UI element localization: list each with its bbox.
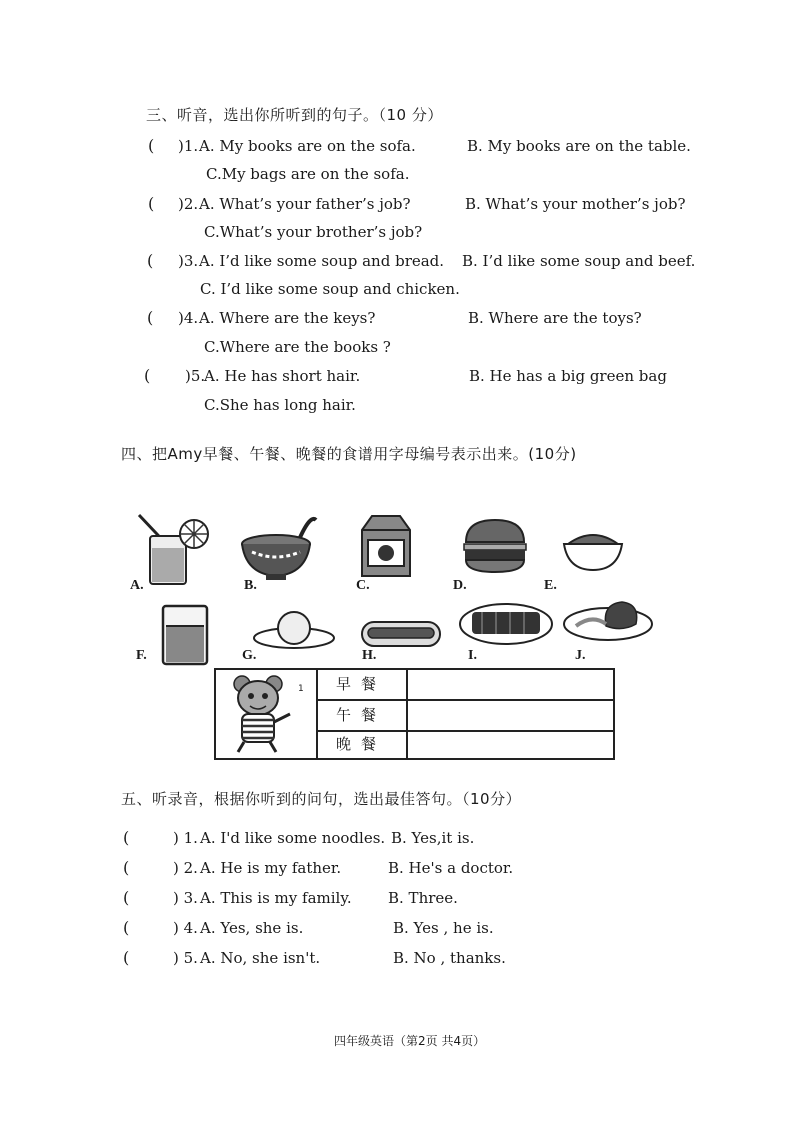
hotdog-icon — [360, 616, 442, 650]
question-number: ) 4. — [173, 919, 198, 937]
food-letter: C. — [356, 578, 370, 593]
question-number: )5. — [185, 367, 206, 385]
option-b: B. What’s your mother’s job? — [465, 195, 686, 213]
food-letter: D. — [453, 578, 467, 593]
question-number: ) 1. — [173, 829, 198, 847]
food-letter: G. — [242, 648, 257, 663]
option-a: A. Where are the keys? — [199, 309, 376, 327]
milk-carton-icon — [358, 514, 414, 578]
option-a: A. My books are on the sofa. — [199, 137, 416, 155]
food-letter: J. — [575, 648, 586, 663]
breakfast-label: 早餐 — [316, 670, 408, 699]
food-letter: F. — [136, 648, 147, 663]
food-letter: E. — [544, 578, 557, 593]
option-b: B. Yes , he is. — [393, 919, 494, 937]
question-number: )3. — [178, 252, 199, 270]
option-a: A. I'd like some noodles. — [200, 829, 386, 847]
question-number: ) 3. — [173, 889, 198, 907]
answer-paren[interactable]: ( — [123, 918, 130, 937]
breakfast-answer[interactable] — [406, 670, 613, 699]
option-b: B. Three. — [388, 889, 458, 907]
option-a: A. He has short hair. — [204, 367, 361, 385]
option-c: C.What’s your brother’s job? — [204, 223, 423, 241]
food-letter: B. — [244, 578, 257, 593]
option-c: C.My bags are on the sofa. — [206, 165, 410, 183]
section5-heading: 五、听录音，根据你听到的问句，选出最佳答句。（10分） — [121, 790, 522, 808]
answer-paren[interactable]: ( — [148, 194, 155, 213]
egg-plate-icon — [252, 610, 336, 650]
question-number: )2. — [178, 195, 199, 213]
food-letter: H. — [362, 648, 377, 663]
section4-heading: 四、把Amy早餐、午餐、晚餐的食谱用字母编号表示出来。(10分) — [121, 445, 577, 463]
water-glass-icon — [160, 604, 210, 666]
rice-bowl-icon — [562, 526, 624, 574]
option-c: C.Where are the books ? — [204, 338, 391, 356]
meal-table — [214, 668, 615, 760]
option-a: A. What’s your father’s job? — [199, 195, 411, 213]
section3-heading: 三、听音，选出你所听到的句子。（10 分） — [146, 106, 443, 124]
fish-plate-icon — [458, 600, 554, 646]
option-b: B. Yes,it is. — [391, 829, 475, 847]
option-a: A. This is my family. — [200, 889, 352, 907]
amy-picture-cell — [216, 670, 318, 758]
soup-bowl-icon — [238, 512, 320, 582]
page-footer: 四年级英语（第2页 共4页） — [334, 1034, 486, 1048]
figure-mark: 1 — [298, 684, 304, 694]
answer-paren[interactable]: ( — [123, 828, 130, 847]
hamburger-icon — [462, 518, 528, 574]
option-b: B. He has a big green bag — [469, 367, 667, 385]
option-c: C.She has long hair. — [204, 396, 356, 414]
chicken-plate-icon — [562, 598, 654, 644]
answer-paren[interactable]: ( — [144, 366, 151, 385]
food-letter: I. — [468, 648, 477, 663]
food-letter: A. — [130, 578, 144, 593]
answer-paren[interactable]: ( — [148, 136, 155, 155]
answer-paren[interactable]: ( — [147, 251, 154, 270]
question-number: ) 5. — [173, 949, 198, 967]
lunch-label: 午餐 — [316, 701, 408, 730]
option-b: B. My books are on the table. — [467, 137, 691, 155]
option-b: B. I’d like some soup and beef. — [462, 252, 696, 270]
answer-paren[interactable]: ( — [147, 308, 154, 327]
option-a: A. No, she isn't. — [200, 949, 321, 967]
juice-glass-icon — [134, 510, 214, 590]
option-a: A. He is my father. — [200, 859, 342, 877]
lunch-answer[interactable] — [406, 701, 613, 730]
answer-paren[interactable]: ( — [123, 858, 130, 877]
option-b: B. No , thanks. — [393, 949, 506, 967]
amy-character-icon — [230, 674, 300, 754]
question-number: )4. — [178, 309, 199, 327]
question-number: ) 2. — [173, 859, 198, 877]
dinner-label: 晚餐 — [316, 730, 408, 759]
option-a: A. Yes, she is. — [200, 919, 304, 937]
answer-paren[interactable]: ( — [123, 888, 130, 907]
option-b: B. Where are the toys? — [468, 309, 642, 327]
option-b: B. He's a doctor. — [388, 859, 514, 877]
answer-paren[interactable]: ( — [123, 948, 130, 967]
option-c: C. I’d like some soup and chicken. — [200, 280, 460, 298]
option-a: A. I’d like some soup and bread. — [199, 252, 445, 270]
dinner-answer[interactable] — [406, 730, 613, 759]
question-number: )1. — [178, 137, 199, 155]
